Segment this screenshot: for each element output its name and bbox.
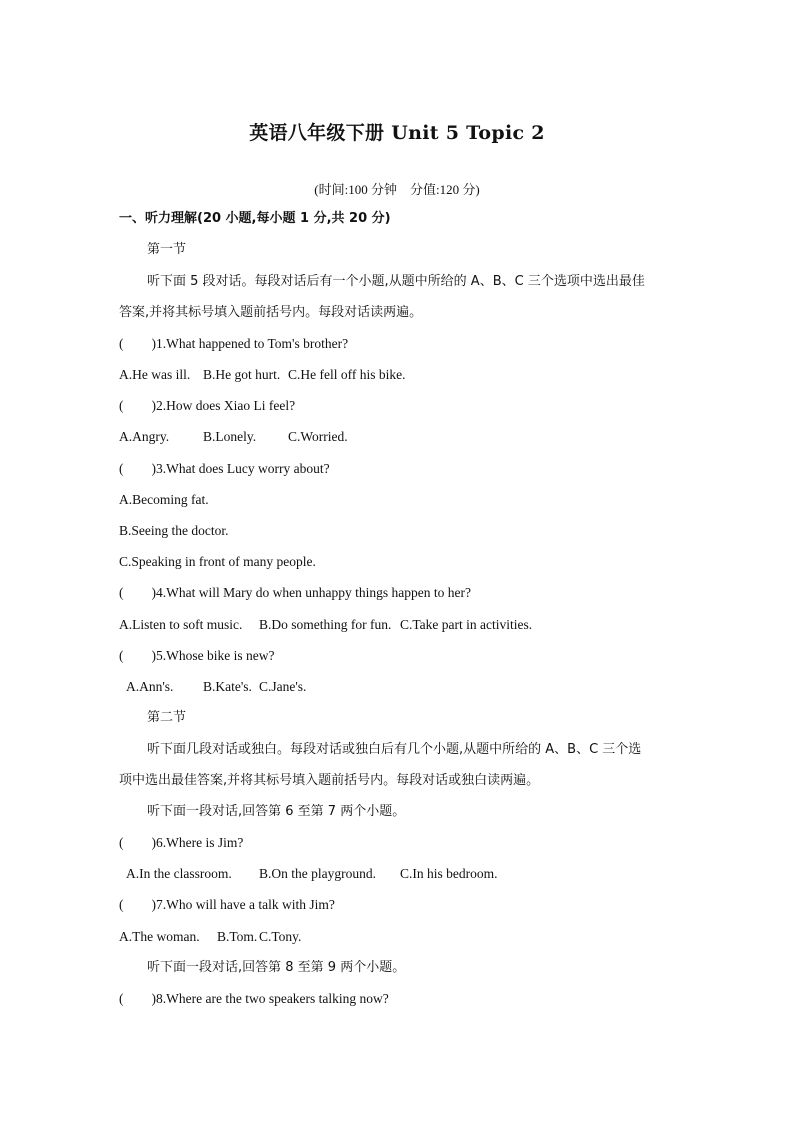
question-text: 3.What does Lucy worry about?: [156, 461, 330, 476]
option-a: A.The woman.: [119, 929, 200, 944]
question-7-options: [119, 928, 301, 946]
answer-paren-close: ): [151, 648, 156, 663]
question-3-option-c: C.Speaking in front of many people.: [119, 554, 316, 569]
exam-meta: (时间:100 分钟 分值:120 分): [314, 182, 480, 197]
question-text: 2.How does Xiao Li feel?: [156, 398, 296, 413]
section1-label: 第一节: [147, 242, 187, 257]
question-4-options: [119, 616, 532, 634]
question-5: [119, 647, 274, 665]
question-3-option-a: A.Becoming fat.: [119, 492, 209, 507]
question-text: 4.What will Mary do when unhappy things happen to her?: [156, 585, 471, 600]
option-a: A.He was ill.: [119, 367, 191, 382]
answer-paren-open: (: [119, 336, 124, 351]
option-b: B.He got hurt.: [203, 367, 281, 382]
section2-instructions-line1: 听下面几段对话或独白。每段对话或独白后有几个小题,从题中所给的 A、B、C 三个选: [147, 742, 642, 757]
answer-paren-close: ): [151, 336, 156, 351]
option-c: C.He fell off his bike.: [288, 367, 406, 382]
question-6-options: [126, 865, 498, 883]
question-3-option-b: B.Seeing the doctor.: [119, 523, 229, 538]
section1-instructions-line1: 听下面 5 段对话。每段对话后有一个小题,从题中所给的 A、B、C 三个选项中选出最佳: [147, 274, 645, 289]
question-text: 5.Whose bike is new?: [156, 648, 275, 663]
answer-paren-close: ): [151, 897, 156, 912]
question-7: [119, 896, 335, 914]
question-text: 1.What happened to Tom's brother?: [156, 336, 349, 351]
section1-instructions-line2: 答案,并将其标号填入题前括号内。每段对话读两遍。: [119, 305, 423, 320]
option-a: A.Ann's.: [126, 679, 174, 694]
question-4: [119, 584, 471, 602]
question-2-options: [119, 428, 348, 446]
question-text: 6.Where is Jim?: [156, 835, 244, 850]
question-text: 7.Who will have a talk with Jim?: [156, 897, 335, 912]
option-b: B.On the playground.: [259, 866, 376, 881]
option-c: C.Tony.: [259, 929, 302, 944]
option-b: B.Kate's.: [203, 679, 252, 694]
answer-paren-close: ): [151, 398, 156, 413]
question-text: 8.Where are the two speakers talking now?: [156, 991, 389, 1006]
question-5-options: [126, 678, 306, 696]
option-a: A.Listen to soft music.: [119, 617, 243, 632]
option-b: B.Lonely.: [203, 429, 257, 444]
answer-paren-open: (: [119, 897, 124, 912]
section2-label: 第二节: [147, 710, 187, 725]
answer-paren-close: ): [151, 585, 156, 600]
question-2: [119, 397, 295, 415]
option-c: C.Worried.: [288, 429, 348, 444]
answer-paren-close: ): [151, 991, 156, 1006]
question-8: [119, 990, 389, 1008]
question-6: [119, 834, 243, 852]
answer-paren-open: (: [119, 585, 124, 600]
answer-paren-open: (: [119, 461, 124, 476]
option-c: C.In his bedroom.: [400, 866, 498, 881]
question-3: [119, 460, 330, 478]
option-c: C.Jane's.: [259, 679, 307, 694]
question-1-options: [119, 366, 405, 384]
answer-paren-open: (: [119, 648, 124, 663]
part1-heading: 一、听力理解(20 小题,每小题 1 分,共 20 分): [119, 211, 391, 226]
answer-paren-close: ): [151, 461, 156, 476]
option-c: C.Take part in activities.: [400, 617, 533, 632]
answer-paren-open: (: [119, 991, 124, 1006]
answer-paren-close: ): [151, 835, 156, 850]
dialogue-8-9-instruction: 听下面一段对话,回答第 8 至第 9 两个小题。: [147, 960, 406, 975]
dialogue-6-7-instruction: 听下面一段对话,回答第 6 至第 7 两个小题。: [147, 804, 406, 819]
option-a: A.Angry.: [119, 429, 170, 444]
question-1: [119, 335, 348, 353]
option-b: B.Do something for fun.: [259, 617, 392, 632]
section2-instructions-line2: 项中选出最佳答案,并将其标号填入题前括号内。每段对话或独白读两遍。: [119, 773, 540, 788]
option-b: B.Tom.: [217, 929, 258, 944]
answer-paren-open: (: [119, 398, 124, 413]
option-a: A.In the classroom.: [126, 866, 232, 881]
page-title: 英语八年级下册 Unit 5 Topic 2: [249, 122, 545, 144]
answer-paren-open: (: [119, 835, 124, 850]
